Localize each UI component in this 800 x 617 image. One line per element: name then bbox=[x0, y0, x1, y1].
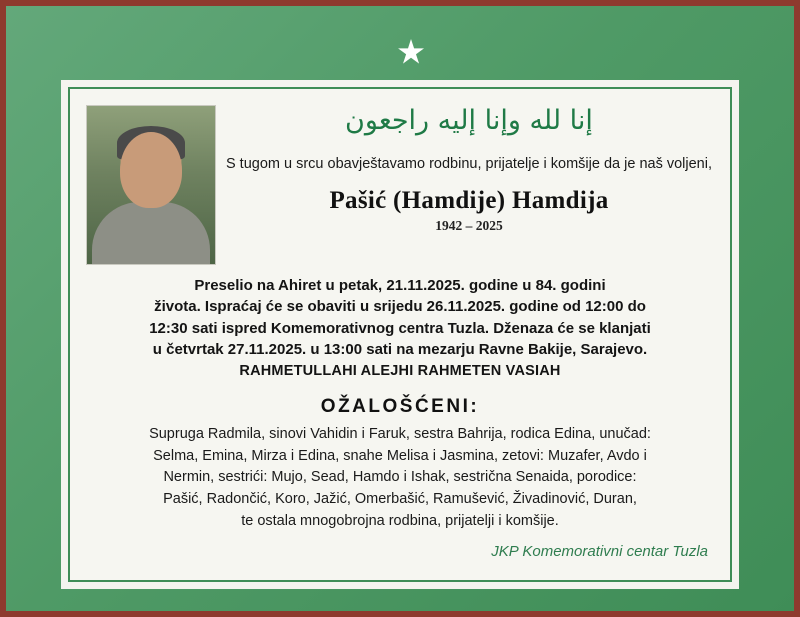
mourners-heading: OŽALOŠĆENI: bbox=[320, 395, 480, 417]
header-block bbox=[86, 101, 714, 265]
issuer-signature: JKP Komemorativni centar Tuzla bbox=[491, 542, 708, 560]
notice-sheet bbox=[61, 80, 739, 589]
details-line-1: Preselio na Ahiret u petak, 21.11.2025. godine u 84. godini bbox=[194, 277, 606, 294]
deceased-name: Pašić (Hamdije) Hamdija bbox=[329, 187, 609, 215]
crescent-star-icon bbox=[364, 18, 436, 80]
details-line-4: u četvrtak 27.11.2025. u 13:00 sati na mezarju Ravne Bakije, Sarajevo. bbox=[152, 340, 648, 358]
details-line-2: života. Ispraćaj će se obaviti u srijedu 26.11.2025. godine od 12:00 do bbox=[154, 298, 646, 316]
mourners-line-5: te ostala mnogobrojna rodbina, prijatelji i komšije. bbox=[241, 512, 559, 529]
arabic-calligraphy: إنا لله وإنا إليه راجعون bbox=[345, 105, 593, 136]
intro-line-2: prijatelje i komšije da je naš voljeni, bbox=[485, 156, 712, 173]
intro-line-1: S tugom u srcu obavještavamo rodbinu, bbox=[225, 156, 482, 173]
mourners-list bbox=[86, 424, 714, 533]
mourners-line-4: Pašić, Radončić, Koro, Jažić, Omerbašić, Ramušević, Živadinović, Duran, bbox=[163, 491, 637, 508]
mourners-line-1: Supruga Radmila, sinovi Vahidin i Faruk, sestra Bahrija, rodica Edina, unučad: bbox=[149, 425, 651, 442]
funeral-details bbox=[86, 275, 714, 382]
portrait-face bbox=[120, 132, 182, 208]
portrait-torso bbox=[92, 202, 210, 264]
header-text bbox=[224, 101, 714, 234]
intro-text bbox=[224, 154, 714, 175]
blessing-text: RAHMETULLAHI ALEJHI RAHMETEN VASIAH bbox=[239, 363, 561, 380]
details-line-3: 12:30 sati ispred Komemorativnog centra Tuzla. Dženaza će se klanjati bbox=[149, 319, 651, 337]
portrait-photo bbox=[86, 105, 216, 265]
mourners-line-3: Nermin, sestrići: Mujo, Sead, Hamdo i Ishak, sestrična Senaida, porodice: bbox=[163, 469, 637, 486]
notice-sheet-inner bbox=[68, 87, 732, 582]
mourners-line-2: Selma, Emina, Mirza i Edina, snahe Melisa i Jasmina, zetovi: Muzafer, Avdo i bbox=[153, 447, 647, 464]
life-years: 1942 – 2025 bbox=[435, 218, 503, 234]
portrait-photo-wrap bbox=[86, 101, 214, 265]
